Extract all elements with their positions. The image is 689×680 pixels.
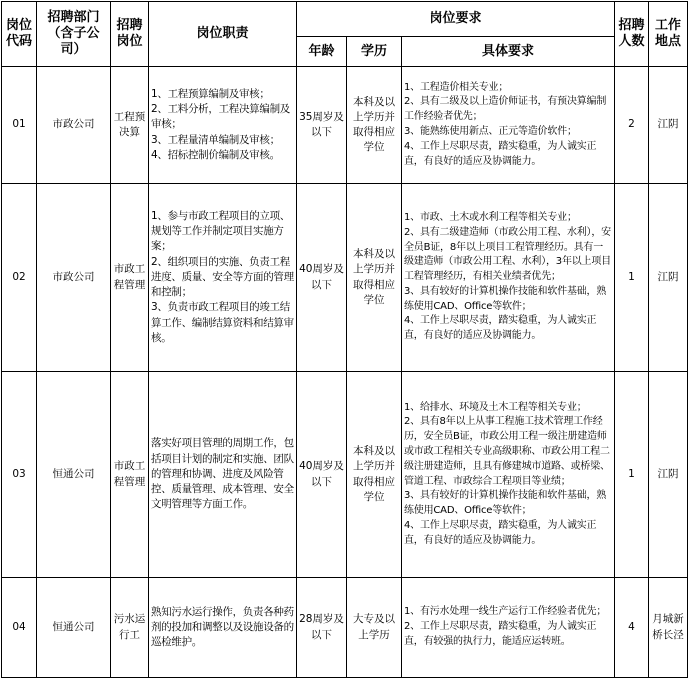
cell-details [402, 578, 615, 678]
cell-post: 污水运行工 [111, 578, 149, 678]
duty-line: 2、工料分析，工程决算编制及审核； [151, 103, 290, 131]
duty-line: 1、工程预算编制及审核； [151, 87, 270, 100]
header-position-code: 岗位代码 [2, 2, 37, 67]
cell-department: 恒通公司 [37, 372, 111, 578]
cell-code: 03 [2, 372, 37, 578]
cell-duties [149, 578, 297, 678]
header-post: 招聘岗位 [111, 2, 149, 67]
cell-location: 江阴 [649, 67, 688, 184]
detail-line: 3、能熟练使用新点、正元等造价软件； [404, 126, 577, 137]
cell-education: 大专及以上学历 [347, 578, 402, 678]
cell-headcount: 1 [615, 184, 649, 372]
header-details: 具体要求 [402, 37, 615, 67]
detail-line: 4、工作上尽职尽责，踏实稳重，为人诚实正直，有良好的适应及协调能力。 [404, 519, 597, 546]
recruitment-table [1, 1, 688, 678]
detail-line: 2、工作上尽职尽责，踏实稳重，为人诚实正直，有较强的执行力，能适应运转班。 [404, 621, 597, 647]
cell-headcount: 1 [615, 372, 649, 578]
detail-line: 2、具有二级建造师（市政公用工程、水利），安全员B证，8年以上项目工程管理经历。具有一级建造师（市政公用工程、水利），3年以上项目工程管理经历，有相关业绩者优先； [404, 226, 611, 283]
detail-line: 3、具有较好的计算机操作技能和软件基础，熟练使用CAD、Office等软件； [404, 490, 607, 517]
cell-post: 工程预决算 [111, 67, 149, 184]
cell-department: 恒通公司 [37, 578, 111, 678]
header-location: 工作地点 [649, 2, 688, 67]
cell-duties [149, 372, 297, 578]
detail-line: 1、工程造价相关专业； [404, 81, 509, 93]
cell-code: 01 [2, 67, 37, 184]
header-education: 学历 [347, 37, 402, 67]
cell-code: 02 [2, 184, 37, 372]
header-duties: 岗位职责 [149, 2, 297, 67]
cell-age: 28周岁及以下 [297, 578, 347, 678]
cell-code: 04 [2, 578, 37, 678]
cell-age: 35周岁及以下 [297, 67, 347, 184]
cell-age: 40周岁及以下 [297, 184, 347, 372]
detail-line: 1、给排水、环境及土木工程等相关专业； [404, 401, 587, 413]
duty-line: 1、参与市政工程项目的立项、规划等工作并制定项目实施方案； [151, 210, 290, 253]
header-department: 招聘部门（含子公司） [37, 2, 111, 67]
header-headcount: 招聘人数 [615, 2, 649, 67]
cell-department: 市政公司 [37, 184, 111, 372]
cell-location: 江阴 [649, 184, 688, 372]
duty-line: 2、组织项目的实施、负责工程进度、质量、安全等方面的管理和控制； [151, 255, 294, 299]
duty-line: 3、负责市政工程项目的竣工结算工作、编制结算资料和结算审核。 [151, 301, 294, 344]
duty-line: 3、工程量清单编制及审核； [151, 133, 280, 146]
cell-headcount: 2 [615, 67, 649, 184]
detail-line: 1、有污水处理一线生产运行工作经验者优先； [404, 606, 607, 618]
cell-location: 江阴 [649, 372, 688, 578]
detail-line: 3、具有较好的计算机操作技能和软件基础，熟练使用CAD、Office等软件； [404, 285, 607, 312]
detail-line: 2、具有二级及以上造价师证书，有预决算编制工作经验者优先； [404, 96, 607, 123]
table-row [2, 184, 688, 372]
header-requirements: 岗位要求 [297, 2, 615, 37]
cell-location: 月城新桥长泾 [649, 578, 688, 678]
table-row [2, 372, 688, 578]
detail-line: 4、工作上尽职尽责，踏实稳重，为人诚实正直，有良好的适应及协调能力。 [404, 140, 597, 167]
cell-details [402, 67, 615, 184]
duty-line: 落实好项目管理的周期工作，包括项目计划的制定和实施、团队的管理和协调、进度及风险管控、质量管理、成本管理、安全文明管理等方面工作。 [151, 437, 294, 511]
cell-post: 市政工程管理 [111, 372, 149, 578]
cell-age: 40周岁及以下 [297, 372, 347, 578]
cell-duties [149, 184, 297, 372]
cell-headcount: 4 [615, 578, 649, 678]
cell-details [402, 184, 615, 372]
detail-line: 4、工作上尽职尽责，踏实稳重，为人诚实正直，有良好的适应及协调能力。 [404, 315, 597, 342]
duty-line: 熟知污水运行操作，负责各种药剂的投加和调整以及设施设备的巡检维护。 [151, 605, 294, 649]
table-row [2, 578, 688, 678]
cell-details [402, 372, 615, 578]
table-row [2, 67, 688, 184]
detail-line: 2、具有8年以上从事工程施工技术管理工作经历，安全员B证，市政公用工程一级注册建造师或市政工程相关专业高级职称、市政公用工程二级注册建造师，且具有修建城市道路、或桥梁、管道工程、市政综合工程项目等业绩； [404, 416, 610, 487]
detail-line: 1、市政、土木或水利工程等相关专业； [404, 211, 577, 223]
cell-department: 市政公司 [37, 67, 111, 184]
cell-education: 本科及以上学历并取得相应学位 [347, 67, 402, 184]
cell-education: 本科及以上学历并取得相应学位 [347, 372, 402, 578]
duty-line: 4、招标控制价编制及审核。 [151, 148, 280, 161]
cell-duties [149, 67, 297, 184]
cell-education: 本科及以上学历并取得相应学位 [347, 184, 402, 372]
cell-post: 市政工程管理 [111, 184, 149, 372]
header-age: 年龄 [297, 37, 347, 67]
